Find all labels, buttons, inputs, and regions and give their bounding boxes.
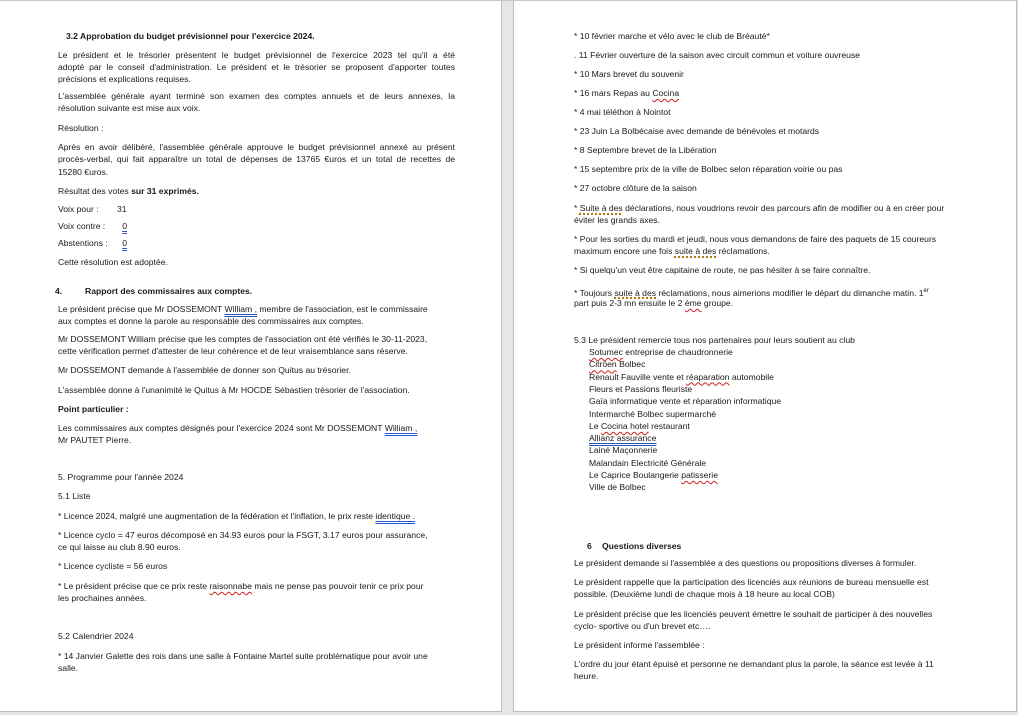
section-4-number: 4. xyxy=(55,286,63,296)
text-run-underlined: William , xyxy=(384,423,418,433)
text-run: Les commissaires aux comptes désignés pour l'exercice 2024 sont Mr DOSSEMONT xyxy=(58,423,385,433)
paragraph-line: L'assemblée générale ayant terminé son examen des comptes annuels et de leurs annexes, la xyxy=(58,91,455,101)
paragraph-line: Le président demande si l'assemblée a des questions ou propositions diverses à formuler. xyxy=(574,558,917,568)
text-run: part puis 2-3 mn ensuite le 2 xyxy=(574,298,685,308)
partner-text: Le Caprice Boulangerie xyxy=(589,470,682,480)
text-run: maximum encore une fois xyxy=(574,246,675,256)
text-run: * xyxy=(574,203,580,213)
text-run: déclarations, nous voudrions revoir des parcours afin de modifier ou à en créer pour xyxy=(622,203,945,213)
text-run-underlined: identique . xyxy=(375,511,416,521)
paragraph-line: résolution suivante est mise aux voix. xyxy=(58,103,201,113)
paragraph-line xyxy=(58,423,417,434)
text-run: * 16 mars Repas au xyxy=(574,88,653,98)
paragraph-line: cette vérification permet d'attester de leur cohérence et de leur vraisemblance sans réserve. xyxy=(58,346,408,356)
paragraph-line: L'ordre du jour étant épuisé et personne ne demandant plus la parole, la séance est levée à 11 xyxy=(574,659,934,669)
note-line: * Si quelqu'un veut être capitaine de route, ne pas hésiter à se faire connaître. xyxy=(574,265,871,275)
partner-text: Gaïa informatique vente et réparation informatique xyxy=(589,396,782,407)
partner-text: Le xyxy=(589,420,601,431)
grammar-flagged-phrase: suite à des xyxy=(674,246,717,256)
misspelled-word: ème xyxy=(684,298,702,308)
partner-item xyxy=(589,482,646,493)
list-item xyxy=(58,511,415,522)
section-5-3-heading: 5.3 Le président remercie tous nos partenaires pour leurs soutient au club xyxy=(574,335,855,345)
resolution-adopted: Cette résolution est adoptée. xyxy=(58,257,168,267)
calendar-item: . 11 Février ouverture de la saison avec circuit commun et voiture ouvreuse xyxy=(574,50,860,60)
section-6-number: 6 xyxy=(587,541,592,551)
votes-result-count: sur 31 exprimés. xyxy=(131,186,199,196)
section-5-heading: 5. Programme pour l'année 2024 xyxy=(58,472,184,482)
paragraph-line: Le président informe l'assemblée : xyxy=(574,640,705,650)
calendar-item: * 8 Septembre brevet de la Libération xyxy=(574,145,717,155)
partner-text: Bolbec xyxy=(616,359,646,370)
misspelled-word: Cocina xyxy=(652,88,680,98)
paragraph-line: Le président rappelle que la participation des licenciés aux réunions de bureau mensuelle est xyxy=(574,577,929,587)
partner-text: Intermarché Bolbec supermarché xyxy=(589,408,717,419)
paragraph-line: cyclo- sportive ou d'un brevet etc…. xyxy=(574,621,711,631)
voix-contre-label: Voix contre : xyxy=(58,221,106,231)
paragraph-line: procès-verbal, qui fait apparaître un total de dépenses de 13765 €uros et un total de recettes de xyxy=(58,154,455,164)
list-item xyxy=(58,581,423,592)
paragraph-line: heure. xyxy=(574,671,599,681)
grammar-flagged-phrase: Suite à des xyxy=(579,203,623,213)
calendar-item: * 27 octobre clôture de la saison xyxy=(574,183,697,193)
abstentions-label: Abstentions : xyxy=(58,238,108,248)
document-page-right xyxy=(513,1,1017,712)
text-run: réclamations, nous aimerions modifier le départ du dimanche matin. 1 xyxy=(656,287,924,298)
partner-item xyxy=(589,384,692,395)
votes-result xyxy=(58,186,199,197)
partner-text: Malandain Electricité Générale xyxy=(589,457,707,468)
partner-misspelled: Sotumec xyxy=(589,347,623,357)
voix-pour-label: Voix pour : xyxy=(58,204,99,214)
resolution-label: Résolution : xyxy=(58,123,104,133)
list-item: * 14 Janvier Galette des rois dans une salle à Fontaine Martel suite problématique pour avoir une xyxy=(58,651,428,661)
partner-item xyxy=(589,421,690,432)
partner-item xyxy=(589,347,733,358)
document-page-left xyxy=(0,1,502,712)
partner-text: Lainé Maçonnerie xyxy=(589,445,658,456)
votes-result-text: Résultat des votes xyxy=(58,186,132,196)
partner-item xyxy=(589,372,774,383)
paragraph-line: adopté par le conseil d'administration. Le président et le trésorier se proposent d'apporter toutes xyxy=(58,62,455,72)
paragraph-line: L'assemblée donne à l'unanimité le Quitus à Mr HOCDE Sébastien trésorier de l'association. xyxy=(58,385,410,395)
partner-misspelled: Citröen xyxy=(589,359,617,370)
paragraph-line: aux comptes et donne la parole au responsable des commissaires aux comptes. xyxy=(58,316,364,326)
grammar-flagged-phrase: suite à des xyxy=(614,287,657,298)
calendar-item: * 4 mai téléthon à Nointot xyxy=(574,107,671,117)
paragraph-line: Après en avoir délibéré, l'assemblée générale approuve le budget prévisionnel annexé au présent xyxy=(58,142,455,152)
partner-item xyxy=(589,470,718,481)
abstentions-value: 0 xyxy=(122,238,127,248)
paragraph-line: Mr DOSSEMONT William précise que les comptes de l'association ont été vérifiés le 30-11-2023, xyxy=(58,334,428,344)
partner-item xyxy=(589,396,781,407)
list-item-continued: salle. xyxy=(58,663,79,673)
note-line: éviter les grands axes. xyxy=(574,215,660,225)
list-item-continued: ce qui laisse au club 8.90 euros. xyxy=(58,542,181,552)
partner-misspelled: patisserie xyxy=(681,470,718,480)
section-5-2-heading: 5.2 Calendrier 2024 xyxy=(58,631,134,641)
note-line xyxy=(574,246,770,257)
section-6-heading: Questions diverses xyxy=(602,541,682,551)
list-item: * Licence cycliste = 56 euros xyxy=(58,561,168,571)
superscript: er xyxy=(923,288,929,294)
calendar-item xyxy=(574,88,679,99)
paragraph-line: possible. (Deuxième lundi de chaque mois à 18 heure au local COB) xyxy=(574,589,835,599)
note-line xyxy=(574,286,929,299)
text-run: Le président précise que Mr DOSSEMONT xyxy=(58,304,225,314)
list-item-continued: les prochaines années. xyxy=(58,593,147,603)
text-run: réclamations. xyxy=(716,246,770,256)
paragraph-line: Le président précise que les licenciés peuvent émettre le souhait de participer à des nouvelles xyxy=(574,609,933,619)
partner-text: restaurant xyxy=(648,420,690,431)
text-run: groupe. xyxy=(701,298,734,308)
partner-item xyxy=(589,458,706,469)
partner-text: Ville de Bolbec xyxy=(589,482,646,493)
partner-item xyxy=(589,409,716,420)
note-line xyxy=(574,203,944,214)
text-run: mais ne pense pas pouvoir tenir ce prix pour xyxy=(251,581,424,591)
partner-text: entreprise de chaudronnerie xyxy=(622,347,733,357)
note-line xyxy=(574,298,733,309)
partner-misspelled: Cocina hotel xyxy=(600,420,649,431)
partner-text: Fleurs et Passions fleuriste xyxy=(589,383,693,394)
partner-item xyxy=(589,433,656,444)
text-run: * Toujours xyxy=(574,287,615,298)
text-run: * Le président précise que ce prix reste xyxy=(58,581,210,591)
paragraph-line: précisions et explications requises. xyxy=(58,74,191,84)
voix-pour-value: 31 xyxy=(117,204,127,214)
partner-item xyxy=(589,359,645,370)
section-5-1-heading: 5.1 Liste xyxy=(58,491,91,501)
section-3-2-heading: 3.2 Approbation du budget prévisionnel pour l'exercice 2024. xyxy=(66,31,315,41)
paragraph-line: 15280 €uros. xyxy=(58,167,109,177)
misspelled-word: raisonnabe xyxy=(209,581,252,591)
paragraph-line xyxy=(58,304,455,315)
partner-text: automobile xyxy=(729,371,774,382)
text-run-underlined: William , xyxy=(224,304,257,314)
text-run: * Licence 2024, malgré une augmentation de la fédération et l'inflation, le prix reste xyxy=(58,511,376,521)
partner-item xyxy=(589,445,657,456)
calendar-item: * 10 février marche et vélo avec le club de Bréauté* xyxy=(574,31,770,41)
text-run: membre de l'association, est le commissaire xyxy=(257,304,428,314)
paragraph-line: Mr PAUTET Pierre. xyxy=(58,435,132,445)
paragraph-line: Mr DOSSEMONT demande à l'assemblée de donner son Quitus au trésorier. xyxy=(58,365,351,375)
partner-name-underlined: Allianz assurance xyxy=(589,433,657,444)
calendar-item: * 23 Juin La Bolbécaise avec demande de bénévoles et motards xyxy=(574,126,820,136)
paragraph-line: Le président et le trésorier présentent le budget prévisionnel de l'exercice 2023 tel qu'il a été xyxy=(58,50,455,60)
voix-contre-value: 0 xyxy=(122,221,127,231)
partner-misspelled: réaparation xyxy=(685,371,730,382)
section-4-heading: Rapport des commissaires aux comptes. xyxy=(85,286,253,296)
calendar-item: * 15 septembre prix de la ville de Bolbec selon réparation voirie ou pas xyxy=(574,164,843,174)
list-item: * Licence cyclo = 47 euros décomposé en 34.93 euros pour la FSGT, 3.17 euros pour assurance, xyxy=(58,530,428,540)
point-particulier-label: Point particulier : xyxy=(58,404,129,414)
partner-text: Renault Fauville vente et xyxy=(589,371,686,382)
note-line: * Pour les sorties du mardi et jeudi, nous vous demandons de faire des paquets de 15 coureurs xyxy=(574,234,937,244)
calendar-item: * 10 Mars brevet du souvenir xyxy=(574,69,684,79)
